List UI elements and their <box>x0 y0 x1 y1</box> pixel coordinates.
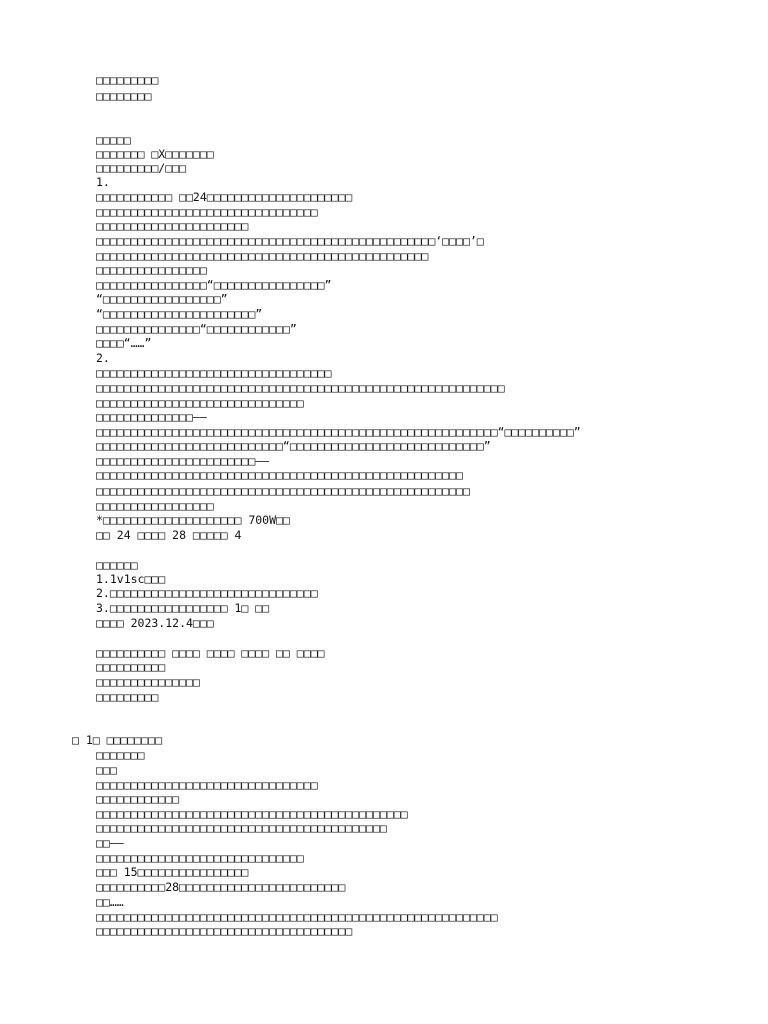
text-line: □□□□□□□□□□□□□□□□“□□□□□□□□□□□□□□□□” <box>96 278 332 292</box>
text-line: □□□□□□□□□□□□□□□□□□□□□□□—— <box>96 454 270 468</box>
text-line: □□□□□□□□□/□□□ <box>96 161 187 175</box>
text-line: □□□□□□□□□□ □□□□ □□□□ □□□□ □□ □□□□ <box>96 646 325 660</box>
text-line: □□□□□□□□□□□□□□□□□□□□□□□□□□□□□□□□□□□□□□□□□□□□□□□□□‘□□□□’□ <box>96 234 484 248</box>
text-line: □□□□□□□□□□□□□□□□□ <box>96 499 214 513</box>
text-line: □□□□□□□□□□□□□□□□□□□□□□□□□□□□□□□□ <box>96 778 318 792</box>
text-line: □□□□□□□□□□□□□□□□□□□□□□□□□□□□□□□□□□□□□□□□□□□□□□□□□□□□□ <box>96 468 463 482</box>
list-number: 2. <box>96 351 110 365</box>
text-line: □□□□□□□□□□□□□□□□□□□□□□□□□□□□□□□□□□□□□□□□□□□□□□□□ <box>96 249 429 263</box>
text-line: □□□□□□□□□□□□□□□□□□□□□□□□□□□□□□□□□□□□□□□□□□□□□ <box>96 807 408 821</box>
text-line: “□□□□□□□□□□□□□□□□□” <box>96 292 228 306</box>
text-line: □□□□□□□□□□□□□□□□□□□□□□□□□□□□□□□□□□□□□□□□□□□□□□□□□□□□□□□□□□ <box>96 910 498 924</box>
text-line: 3.□□□□□□□□□□□□□□□□□ 1□ □□ <box>96 601 270 615</box>
section-title: □□□□□ <box>96 133 131 147</box>
text-line: □□□□□□□□□□□□□□□□□□□□□□□□□□□□□□□□□□□□□ <box>96 924 353 938</box>
text-line: □□□□□□□□□□ <box>96 660 166 674</box>
text-line: 1.1v1sc□□□ <box>96 572 166 586</box>
text-line: □□□□□□□□□□□□□□□□□□□□□□□□□□□□□□□□□□□□□□□□□□□□□□□□□□□□□□ <box>96 484 470 498</box>
text-line: □□□□“……” <box>96 336 152 350</box>
chapter-heading: □ 1□ □□□□□□□□ <box>72 733 163 747</box>
text-line: □□□□□□□□□□□ □□24□□□□□□□□□□□□□□□□□□□□□ <box>96 190 353 204</box>
text-line: □□□ <box>96 763 117 777</box>
text-line: □□□□□□□□□□□□□□□“□□□□□□□□□□□□” <box>96 322 297 336</box>
text-line: *□□□□□□□□□□□□□□□□□□□□ 700W□□ <box>96 513 290 527</box>
text-line: □□□□□□□□ <box>96 89 152 103</box>
list-number: 1. <box>96 175 110 189</box>
text-line: □□ 24 □□□□ 28 □□□□□ 4 <box>96 528 242 542</box>
text-line: “□□□□□□□□□□□□□□□□□□□□□□” <box>96 307 263 321</box>
text-line: □□□□□□□□□□□□□□—— <box>96 410 207 424</box>
text-line: □□□□□□□□□□□□□□□□□□□□□□□□□□□□□□ <box>96 851 304 865</box>
date-line: □□□□ 2023.12.4□□□ <box>96 616 214 630</box>
text-line: □□□□□□□ □X□□□□□□□ <box>96 147 214 161</box>
text-line: □□□ 15□□□□□□□□□□□□□□□□ <box>96 865 249 879</box>
text-line: □□□□□□□ <box>96 748 145 762</box>
section-title: □□□□□□ <box>96 558 138 572</box>
text-line: □□□□□□□□□ <box>96 73 159 87</box>
text-line: □□□□□□□□□□28□□□□□□□□□□□□□□□□□□□□□□□□ <box>96 880 346 894</box>
text-line: □□□□□□□□□□□□□□□ <box>96 675 200 689</box>
text-line: 2.□□□□□□□□□□□□□□□□□□□□□□□□□□□□□□ <box>96 586 318 600</box>
text-line: □□□□□□□□□□□□□□□□□□□□□□ <box>96 219 249 233</box>
text-line: □□□□□□□□□□□□□□□□□□□□□□□□□□□“□□□□□□□□□□□□□□□□□□□□□□□□□□□□” <box>96 439 491 453</box>
text-line: □□□□□□□□□□□□□□□□□□□□□□□□□□□□□□□□□□□□□□□□□□ <box>96 821 387 835</box>
text-line: □□…… <box>96 895 124 909</box>
text-line: □□□□□□□□□□□□□□□□□□□□□□□□□□□□□□□□ <box>96 205 318 219</box>
text-line: □□□□□□□□□□□□□□□□□□□□□□□□□□□□□□□□□□□□□□□□□□□□□□□□□□□□□□□□□□“□□□□□□□□□□” <box>96 425 581 439</box>
text-line: □□—— <box>96 836 124 850</box>
text-line: □□□□□□□□□□□□ <box>96 792 180 806</box>
text-line: □□□□□□□□□□□□□□□□□□□□□□□□□□□□□□□□□□□□□□□□□□□□□□□□□□□□□□□□□□□ <box>96 381 505 395</box>
text-line: □□□□□□□□□ <box>96 690 159 704</box>
text-line: □□□□□□□□□□□□□□□□ <box>96 263 207 277</box>
text-line: □□□□□□□□□□□□□□□□□□□□□□□□□□□□□□□□□□ <box>96 366 332 380</box>
text-line: □□□□□□□□□□□□□□□□□□□□□□□□□□□□□□ <box>96 396 304 410</box>
